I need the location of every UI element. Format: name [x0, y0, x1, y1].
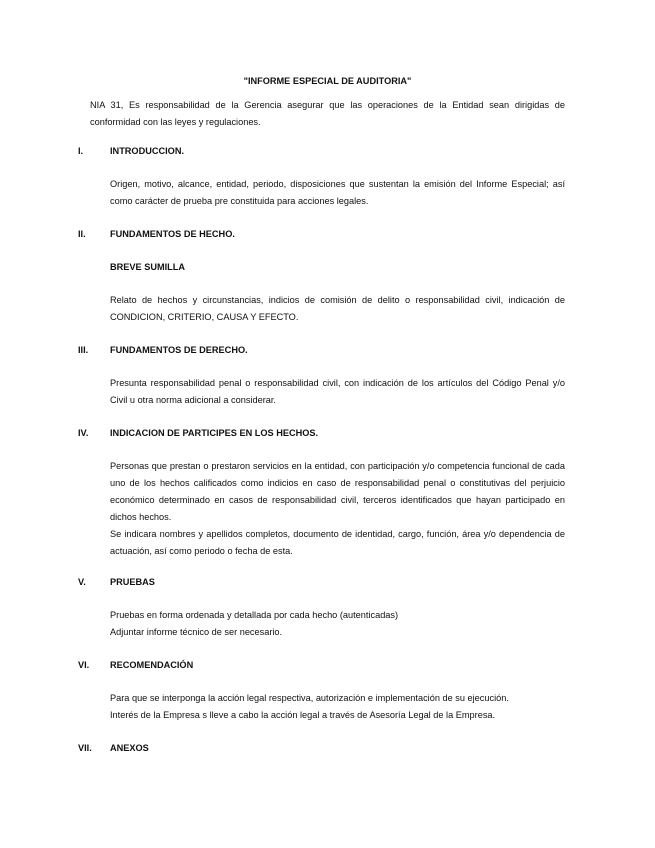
pruebas-line-2: Adjuntar informe técnico de ser necesario. [110, 627, 283, 637]
document-title: "INFORME ESPECIAL DE AUDITORIA" [243, 76, 412, 86]
intro-paragraph: NIA 31, Es responsabilidad de la Gerencia asegurar que las operaciones de la Entidad sean dirigidas de conformidad con las leyes y regulaciones. [90, 100, 565, 127]
section-body-introduccion: Origen, motivo, alcance, entidad, periodo, disposiciones que sustentan la emisión del Informe Especial; así como carácter de prueba pre constituida para acciones legales. [110, 179, 565, 206]
pruebas-line-1: Pruebas en forma ordenada y detallada por cada hecho (autenticadas) [110, 610, 399, 620]
section-number-3: III. [78, 345, 89, 355]
section-body-participes [110, 458, 565, 560]
section-heading-participes: INDICACION DE PARTICIPES EN LOS HECHOS. [110, 428, 319, 438]
section-body-fundamentos-hecho: Relato de hechos y circunstancias, indicios de comisión de delito o responsabilidad civil, indicación de CONDICION, CRITERIO, CAUSA Y EFECTO. [110, 295, 565, 322]
recomendacion-line-1: Para que se interponga la acción legal respectiva, autorización e implementación de su ejecución. [110, 693, 509, 703]
section-number-5: V. [78, 577, 86, 587]
section-number-6: VI. [78, 660, 90, 670]
section-number-4: IV. [78, 428, 89, 438]
section-body-recomendacion [110, 690, 565, 724]
section-heading-recomendacion: RECOMENDACIÓN [110, 660, 194, 670]
section-body-fundamentos-derecho: Presunta responsabilidad penal o responsabilidad civil, con indicación de los artículos del Código Penal y/o Civil u otra norma adicional a considerar. [110, 378, 565, 405]
subheading-breve-sumilla: BREVE SUMILLA [110, 262, 186, 272]
section-heading-anexos: ANEXOS [110, 743, 149, 753]
section-number-1: I. [78, 146, 84, 156]
section-heading-pruebas: PRUEBAS [110, 577, 155, 587]
section-number-2: II. [78, 229, 86, 239]
section-body-pruebas [110, 607, 565, 641]
section-heading-introduccion: INTRODUCCION. [110, 146, 185, 156]
section-number-7: VII. [78, 743, 92, 753]
recomendacion-line-2: Interés de la Empresa s lleve a cabo la acción legal a través de Asesoría Legal de la Empresa. [110, 710, 496, 720]
participes-paragraph-2: Se indicara nombres y apellidos completos, documento de identidad, cargo, función, área y/o dependencia de actuación, así como periodo o fecha de esta. [110, 529, 565, 556]
participes-paragraph-1: Personas que prestan o prestaron servicios en la entidad, con participación y/o competencia funcional de cada uno de los hechos calificados como indicios en caso de responsabilidad penal o constitutivas del perjuicio económico determinado en casos de responsabilidad civil, terceros identificados que hayan participado en dichos hechos. [110, 461, 565, 522]
section-heading-fundamentos-derecho: FUNDAMENTOS DE DERECHO. [110, 345, 248, 355]
section-heading-fundamentos-hecho: FUNDAMENTOS DE HECHO. [110, 229, 235, 239]
